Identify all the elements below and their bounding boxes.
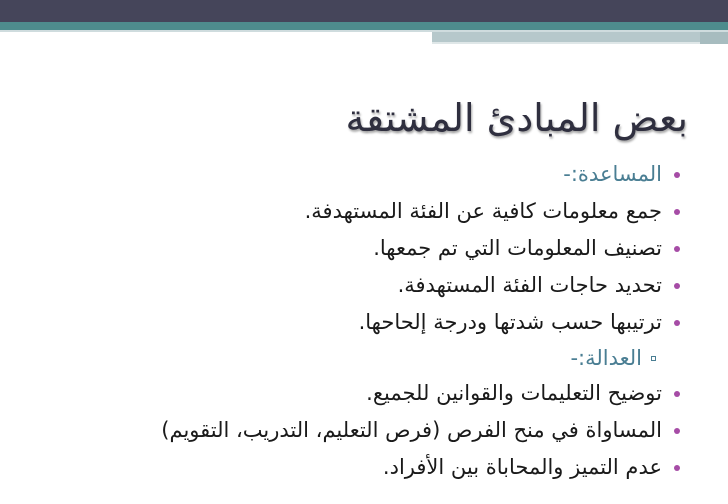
list-item-text: تصنيف المعلومات التي تم جمعها. — [373, 236, 662, 260]
bullet-dot-icon — [672, 449, 682, 486]
bullet-dot-icon — [672, 304, 682, 341]
list-item-text: توضيح التعليمات والقوانين للجميع. — [366, 381, 662, 405]
list-item — [28, 304, 688, 341]
list-item-text: المساعدة:- — [563, 162, 662, 186]
list-item — [28, 267, 688, 304]
list-item — [28, 193, 688, 230]
bullet-list — [28, 156, 688, 486]
accent-block-end — [700, 32, 728, 44]
slide-title: بعض المبادئ المشتقة — [345, 96, 688, 140]
accent-stripe — [0, 22, 728, 30]
list-item-text: العدالة:- — [570, 346, 642, 370]
list-item-text: ترتيبها حسب شدتها ودرجة إلحاحها. — [358, 310, 662, 334]
list-item — [28, 449, 688, 486]
list-item — [28, 156, 688, 193]
accent-block — [432, 32, 728, 42]
bullet-dot-icon — [672, 412, 682, 449]
list-item-text: جمع معلومات كافية عن الفئة المستهدفة. — [304, 199, 662, 223]
bullet-dot-icon — [672, 267, 682, 304]
bullet-square-icon — [648, 341, 658, 375]
list-item — [28, 230, 688, 267]
accent-block-edge — [432, 42, 728, 44]
bullet-dot-icon — [672, 193, 682, 230]
bullet-dot-icon — [672, 230, 682, 267]
list-item-sub — [28, 341, 688, 375]
list-item — [28, 375, 688, 412]
list-item-text: عدم التميز والمحاباة بين الأفراد. — [382, 455, 662, 479]
list-item-text: تحديد حاجات الفئة المستهدفة. — [397, 273, 662, 297]
list-item-text: المساواة في منح الفرص (فرص التعليم، التدريب، التقويم) — [161, 418, 662, 442]
bullet-dot-icon — [672, 375, 682, 412]
top-banner — [0, 0, 728, 22]
bullet-dot-icon — [672, 156, 682, 193]
list-item — [28, 412, 688, 449]
